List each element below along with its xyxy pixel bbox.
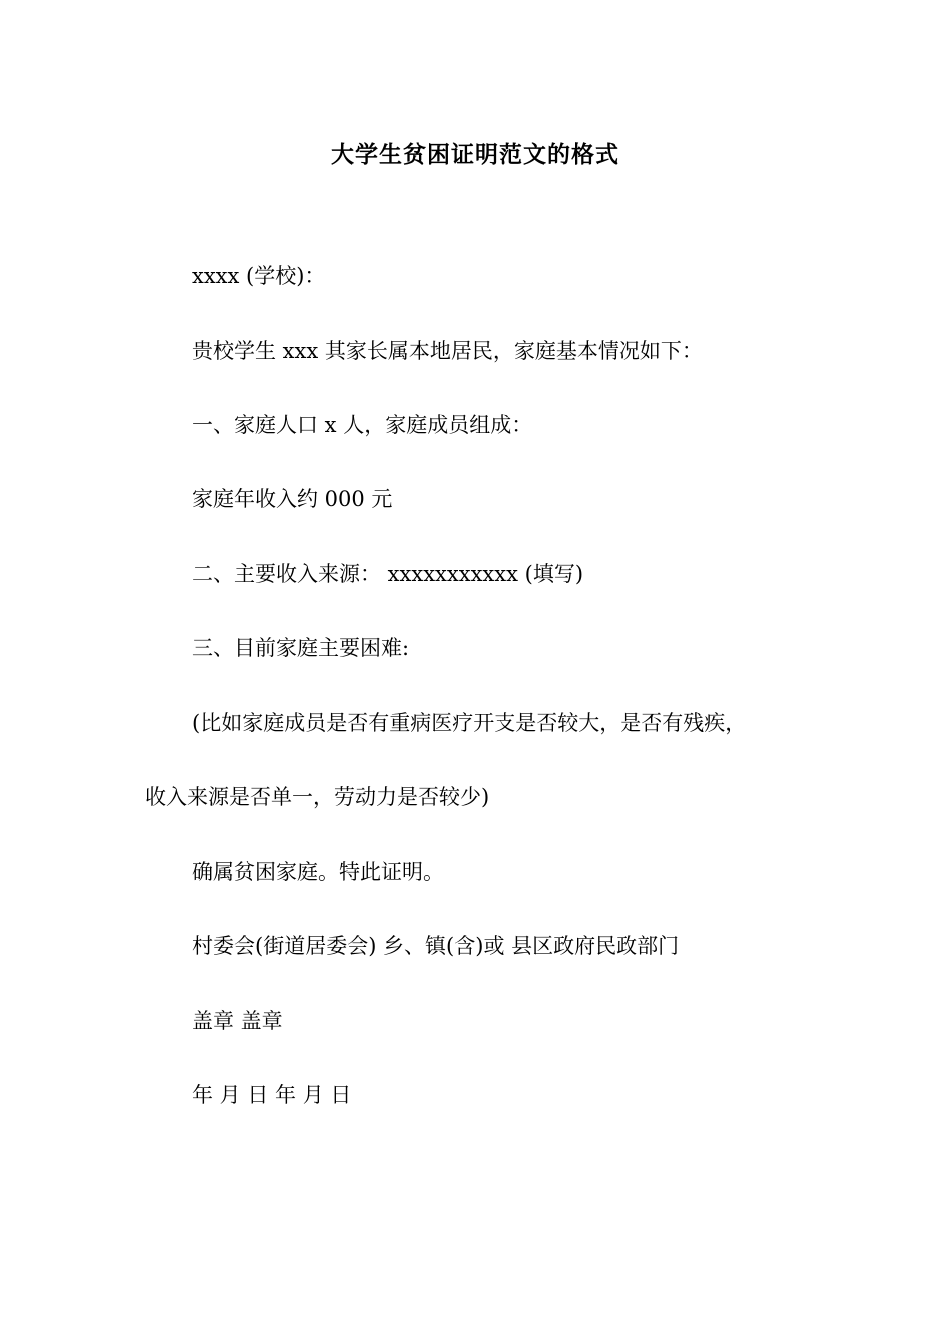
- issuing-authorities-line: 村委会(街道居委会) 乡、镇(含)或 县区政府民政部门: [192, 934, 680, 958]
- document-title: 大学生贫困证明范文的格式: [331, 141, 619, 168]
- certification-statement: 确属贫困家庭。特此证明。: [192, 860, 444, 884]
- family-size-line: 一、家庭人口 x 人，家庭成员组成：: [192, 413, 533, 437]
- salutation-line: xxxx (学校)：: [192, 264, 326, 288]
- difficulties-note-line-2: 收入来源是否单一，劳动力是否较少): [145, 785, 490, 809]
- difficulties-heading: 三、目前家庭主要困难:: [192, 636, 410, 660]
- intro-paragraph: 贵校学生 xxx 其家长属本地居民，家庭基本情况如下：: [192, 339, 703, 363]
- date-line: 年 月 日 年 月 日: [192, 1083, 352, 1107]
- difficulties-note-line-1: (比如家庭成员是否有重病医疗开支是否较大，是否有残疾，: [192, 711, 747, 735]
- annual-income-line: 家庭年收入约 000 元: [192, 487, 393, 511]
- income-source-line: 二、主要收入来源： xxxxxxxxxxx (填写): [192, 562, 584, 586]
- seal-line: 盖章 盖章: [192, 1009, 283, 1033]
